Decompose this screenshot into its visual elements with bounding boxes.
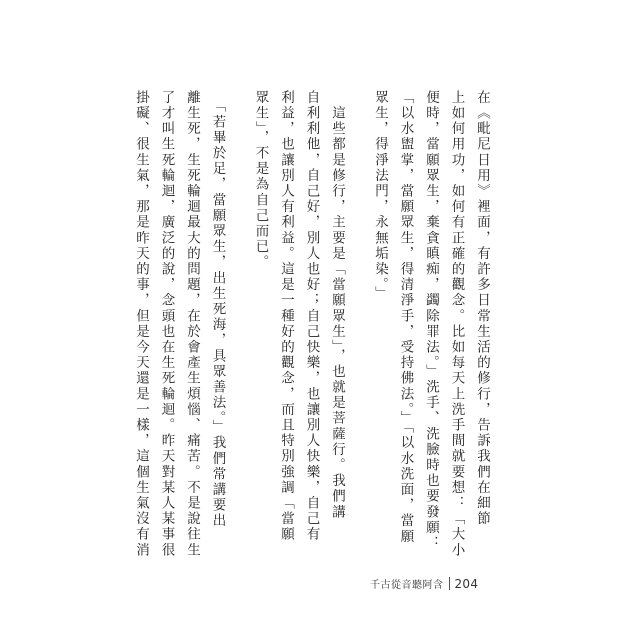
- text-column: 離生死，生死輪迴最大的問題，在於會產生煩惱、痛苦。不是說往生: [184, 90, 200, 558]
- text-column: 上如何用功，如何有正確的觀念。比如每天上洗手間就要想：「大小: [448, 90, 465, 558]
- text-column: 「以水盥掌，當願眾生，得清淨手，受持佛法。」「以水洗面，當願: [397, 90, 414, 545]
- text-column: 眾生」，不是為自己而已。: [252, 90, 269, 271]
- paragraph-spacer: [235, 90, 243, 570]
- text-column: 這些都是修行，主要是「當願眾生」，也就是菩薩行。我們講: [329, 90, 345, 521]
- text-column: 在《毗尼日用》裡面，有許多日常生活的修行，告訴我們在細節: [474, 90, 490, 527]
- vertical-text-block: [133, 90, 490, 570]
- text-column: 自利利他，自己好，別人也好；自己快樂，也讓別人快樂，自己有: [303, 90, 320, 543]
- text-column: 了才叫生死輪迴，廣泛的說，念頭也在生死輪迴。昨天對某人某事很: [158, 90, 175, 558]
- text-column: 便時，當願眾生，棄貪瞋痴，蠲除罪法。」洗手、洗臉時也要發願：: [423, 90, 439, 552]
- text-column: 利益，也讓別人有利益。這是一種好的觀念，而且特別強調「當願: [278, 90, 294, 543]
- footer-divider: [449, 577, 450, 590]
- text-column: 掛礙、很生氣，那是昨天的事，但是今天還是一樣，這個生氣沒有消: [133, 90, 149, 558]
- page-number: 204: [454, 576, 479, 591]
- page-footer: [370, 576, 478, 591]
- text-column: 眾生，得淨法門，永無垢染。」: [372, 90, 388, 302]
- book-title: 千古從音聽阿含: [370, 580, 444, 591]
- text-column: 「若畢於足，當願眾生，出生死海，具眾善法。」我們常講要出: [209, 90, 226, 529]
- paragraph-spacer: [355, 90, 363, 570]
